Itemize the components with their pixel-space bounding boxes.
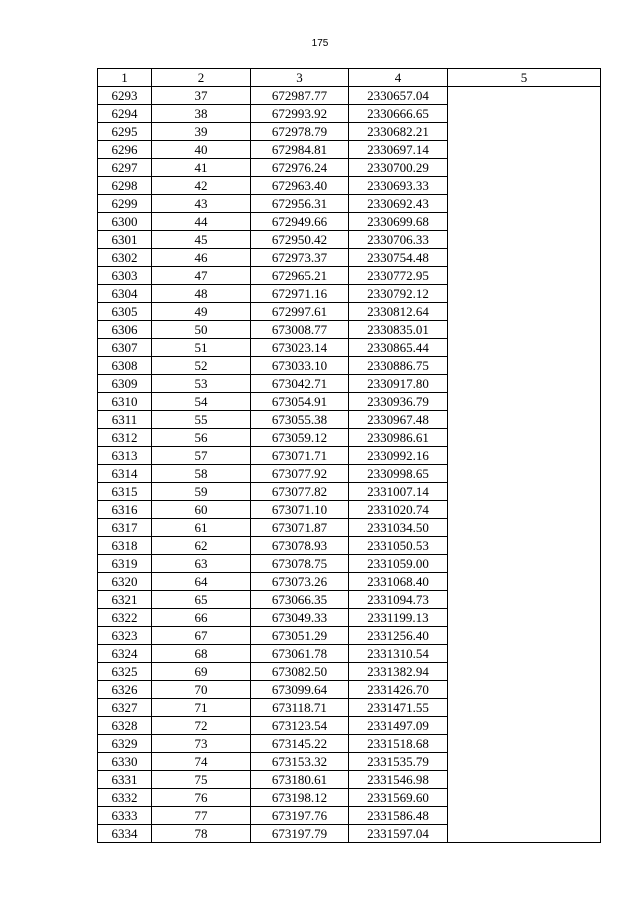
table-cell: 2330992.16	[349, 447, 448, 465]
table-cell: 673099.64	[251, 681, 349, 699]
table-cell: 71	[152, 699, 251, 717]
table-cell: 72	[152, 717, 251, 735]
table-cell: 40	[152, 141, 251, 159]
table-cell: 2330700.29	[349, 159, 448, 177]
table-cell: 2331068.40	[349, 573, 448, 591]
table-cell: 6298	[98, 177, 152, 195]
table-cell: 2330699.68	[349, 213, 448, 231]
table-cell: 673197.79	[251, 825, 349, 843]
table-cell: 6295	[98, 123, 152, 141]
table-cell: 673049.33	[251, 609, 349, 627]
table-cell: 59	[152, 483, 251, 501]
table-cell: 6312	[98, 429, 152, 447]
table-cell: 78	[152, 825, 251, 843]
table-cell: 68	[152, 645, 251, 663]
table-cell: 60	[152, 501, 251, 519]
column-header: 3	[251, 69, 349, 87]
table-cell: 6304	[98, 285, 152, 303]
column-header: 4	[349, 69, 448, 87]
table-cell: 6329	[98, 735, 152, 753]
column-header: 1	[98, 69, 152, 87]
table-cell: 672987.77	[251, 87, 349, 105]
table-cell: 672973.37	[251, 249, 349, 267]
table-cell: 66	[152, 609, 251, 627]
table-cell: 57	[152, 447, 251, 465]
table-cell: 6303	[98, 267, 152, 285]
table-cell: 2331094.73	[349, 591, 448, 609]
table-cell: 52	[152, 357, 251, 375]
table-cell: 673054.91	[251, 393, 349, 411]
table-cell: 2330792.12	[349, 285, 448, 303]
table-cell: 73	[152, 735, 251, 753]
table-cell: 672997.61	[251, 303, 349, 321]
table-cell: 673078.93	[251, 537, 349, 555]
table-cell: 2330706.33	[349, 231, 448, 249]
table-cell: 2330682.21	[349, 123, 448, 141]
table-cell: 6299	[98, 195, 152, 213]
table-cell: 2330936.79	[349, 393, 448, 411]
table-cell: 56	[152, 429, 251, 447]
table-cell-column-5	[448, 87, 601, 843]
table-cell: 673008.77	[251, 321, 349, 339]
table-cell: 673198.12	[251, 789, 349, 807]
table-cell: 673153.32	[251, 753, 349, 771]
page-number: 175	[311, 38, 329, 49]
table-cell: 2330692.43	[349, 195, 448, 213]
table-cell: 70	[152, 681, 251, 699]
table-cell: 2331546.98	[349, 771, 448, 789]
table-cell: 54	[152, 393, 251, 411]
table-cell: 6320	[98, 573, 152, 591]
table-body	[98, 87, 601, 843]
table-cell: 45	[152, 231, 251, 249]
table-cell: 672965.21	[251, 267, 349, 285]
table-cell: 6324	[98, 645, 152, 663]
table-cell: 2330666.65	[349, 105, 448, 123]
table-cell: 2331256.40	[349, 627, 448, 645]
table-cell: 67	[152, 627, 251, 645]
table-row	[98, 87, 601, 105]
table-cell: 2330835.01	[349, 321, 448, 339]
table-cell: 65	[152, 591, 251, 609]
table-cell: 77	[152, 807, 251, 825]
table-cell: 2331059.00	[349, 555, 448, 573]
table-cell: 2331471.55	[349, 699, 448, 717]
table-cell: 672971.16	[251, 285, 349, 303]
table-cell: 6296	[98, 141, 152, 159]
table-cell: 47	[152, 267, 251, 285]
table-cell: 6305	[98, 303, 152, 321]
table-cell: 6331	[98, 771, 152, 789]
table-cell: 58	[152, 465, 251, 483]
table-cell: 673197.76	[251, 807, 349, 825]
table-cell: 51	[152, 339, 251, 357]
table-cell: 6326	[98, 681, 152, 699]
table-cell: 41	[152, 159, 251, 177]
table-cell: 673077.82	[251, 483, 349, 501]
table-cell: 673023.14	[251, 339, 349, 357]
table-cell: 673071.71	[251, 447, 349, 465]
table-cell: 6306	[98, 321, 152, 339]
table-cell: 38	[152, 105, 251, 123]
coordinates-table	[97, 68, 601, 843]
table-cell: 6297	[98, 159, 152, 177]
table-cell: 673077.92	[251, 465, 349, 483]
table-cell: 672949.66	[251, 213, 349, 231]
table-cell: 2331535.79	[349, 753, 448, 771]
table-cell: 63	[152, 555, 251, 573]
table-cell: 6302	[98, 249, 152, 267]
table-cell: 2330812.64	[349, 303, 448, 321]
table-cell: 6301	[98, 231, 152, 249]
table-cell: 6330	[98, 753, 152, 771]
table-cell: 74	[152, 753, 251, 771]
table-cell: 673042.71	[251, 375, 349, 393]
table-cell: 2330693.33	[349, 177, 448, 195]
table-cell: 6316	[98, 501, 152, 519]
table-cell: 6313	[98, 447, 152, 465]
table-cell: 673059.12	[251, 429, 349, 447]
table-cell: 673073.26	[251, 573, 349, 591]
table-cell: 2331050.53	[349, 537, 448, 555]
table-cell: 673082.50	[251, 663, 349, 681]
table-cell: 6307	[98, 339, 152, 357]
table-cell: 672956.31	[251, 195, 349, 213]
table-cell: 673055.38	[251, 411, 349, 429]
table-cell: 37	[152, 87, 251, 105]
column-header: 2	[152, 69, 251, 87]
table-cell: 6300	[98, 213, 152, 231]
table-cell: 6293	[98, 87, 152, 105]
table-cell: 673118.71	[251, 699, 349, 717]
table-cell: 673051.29	[251, 627, 349, 645]
table-cell: 2330657.04	[349, 87, 448, 105]
table-cell: 6318	[98, 537, 152, 555]
table-cell: 53	[152, 375, 251, 393]
table-cell: 61	[152, 519, 251, 537]
table-cell: 6317	[98, 519, 152, 537]
table-cell: 39	[152, 123, 251, 141]
table-cell: 64	[152, 573, 251, 591]
table-cell: 672993.92	[251, 105, 349, 123]
table-cell: 2331518.68	[349, 735, 448, 753]
table-cell: 6328	[98, 717, 152, 735]
table-cell: 2331569.60	[349, 789, 448, 807]
table-cell: 672978.79	[251, 123, 349, 141]
table-cell: 2330986.61	[349, 429, 448, 447]
table-cell: 2331199.13	[349, 609, 448, 627]
table-cell: 76	[152, 789, 251, 807]
table-cell: 2330697.14	[349, 141, 448, 159]
table-cell: 43	[152, 195, 251, 213]
table-cell: 62	[152, 537, 251, 555]
table-cell: 6322	[98, 609, 152, 627]
table-cell: 2330886.75	[349, 357, 448, 375]
table-cell: 673180.61	[251, 771, 349, 789]
table-cell: 673123.54	[251, 717, 349, 735]
table-cell: 42	[152, 177, 251, 195]
table-cell: 2330865.44	[349, 339, 448, 357]
table-cell: 673066.35	[251, 591, 349, 609]
table-cell: 46	[152, 249, 251, 267]
table-cell: 2331586.48	[349, 807, 448, 825]
table-cell: 6334	[98, 825, 152, 843]
table-cell: 6308	[98, 357, 152, 375]
table-cell: 2331310.54	[349, 645, 448, 663]
table-cell: 673145.22	[251, 735, 349, 753]
table-cell: 44	[152, 213, 251, 231]
table-cell: 6294	[98, 105, 152, 123]
table-cell: 6323	[98, 627, 152, 645]
table-cell: 50	[152, 321, 251, 339]
table-cell: 673071.10	[251, 501, 349, 519]
table-cell: 6315	[98, 483, 152, 501]
table-cell: 673071.87	[251, 519, 349, 537]
table-cell: 6321	[98, 591, 152, 609]
table-cell: 2330754.48	[349, 249, 448, 267]
table-cell: 2331497.09	[349, 717, 448, 735]
table-cell: 672976.24	[251, 159, 349, 177]
table-cell: 672963.40	[251, 177, 349, 195]
table-cell: 673078.75	[251, 555, 349, 573]
table-cell: 6332	[98, 789, 152, 807]
table-cell: 48	[152, 285, 251, 303]
table-cell: 6327	[98, 699, 152, 717]
table-cell: 6333	[98, 807, 152, 825]
table-cell: 6311	[98, 411, 152, 429]
table-cell: 2331382.94	[349, 663, 448, 681]
table-header-row	[98, 69, 601, 87]
table-cell: 2330998.65	[349, 465, 448, 483]
table-cell: 69	[152, 663, 251, 681]
table-cell: 6314	[98, 465, 152, 483]
table-cell: 2331426.70	[349, 681, 448, 699]
table-cell: 2331007.14	[349, 483, 448, 501]
table-cell: 6309	[98, 375, 152, 393]
table-cell: 49	[152, 303, 251, 321]
table-cell: 2331020.74	[349, 501, 448, 519]
table-cell: 2331597.04	[349, 825, 448, 843]
table-cell: 673033.10	[251, 357, 349, 375]
table-cell: 6310	[98, 393, 152, 411]
table-cell: 2330772.95	[349, 267, 448, 285]
table-cell: 672950.42	[251, 231, 349, 249]
table-cell: 2330917.80	[349, 375, 448, 393]
table-cell: 6319	[98, 555, 152, 573]
table-cell: 6325	[98, 663, 152, 681]
column-header: 5	[448, 69, 601, 87]
table-cell: 2330967.48	[349, 411, 448, 429]
table-cell: 75	[152, 771, 251, 789]
table-cell: 2331034.50	[349, 519, 448, 537]
table-cell: 55	[152, 411, 251, 429]
table-cell: 673061.78	[251, 645, 349, 663]
table-cell: 672984.81	[251, 141, 349, 159]
